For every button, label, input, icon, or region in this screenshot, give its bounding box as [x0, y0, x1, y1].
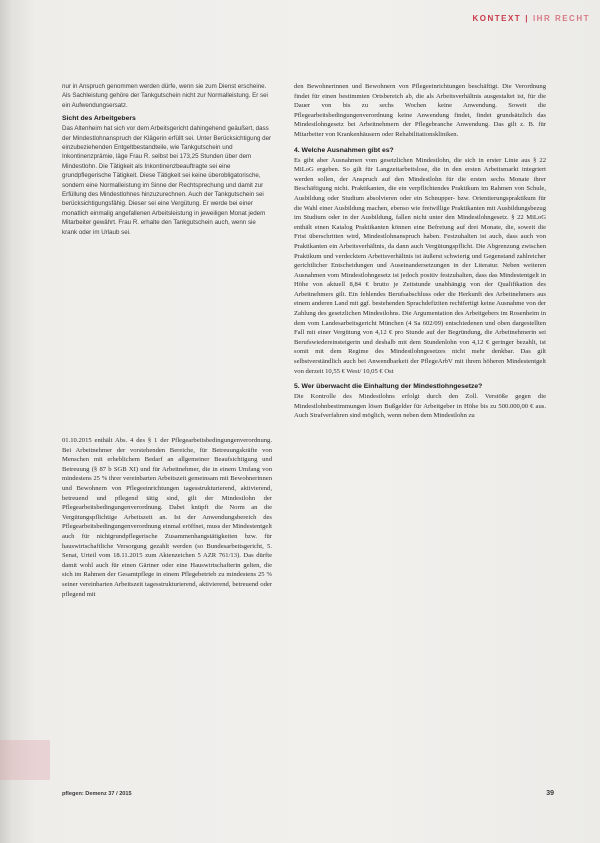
footer-page-number: 39 — [546, 790, 554, 797]
left-body-paragraph: Das Altenheim hat sich vor dem Arbeitsgericht dahingehend geäußert, dass der Mindestlohnanspruch der Klägerin erfüllt sei. Unter Berücksichtigung der einzubeziehenden Entgeltbestandteile, wie Tankgutschein und Inkontinenzprämie, läge Frau R. selbst bei 173,25 Stunden über dem Mindestlohn. Die Tätigkeit als Inkontinenzbeauftragte sei eine grundpflegerische Tätigkeit. Diese Tätigkeit sei keine überobligatorische, sondern eine Normalleistung im Sinne der Rechtsprechung und damit zur Erfüllung des Mindestlohnes hinzuzurechnen. Auch der Tankgutschein sei berücksichtigungsfähig. Dieser sei eine Vergütung. Er werde bei einer monatlich einmalig angefallenen Arbeitsleistung in jeweiligen Monat jedem Mitarbeiter gewährt. Frau R. erhalte den Tankgutschein auch, wenn sie krank oder im Urlaub sei. — [62, 125, 272, 236]
left-body2-paragraph: 01.10.2015 enthält Abs. 4 des § 1 der Pflegearbeitsbedingungenverordnung. Bei Arbeitnehmer der vorstehenden Bereiche, für Betreuungskräfte von Menschen mit erheblichem Bedarf an allgemeiner Beaufsichtigung und Betreuung (§ 87 b SGB XI) und für Arbeitnehmer, die in einem Umfang von mindestens 25 % ihrer vereinbarten Arbeitszeit gemeinsam mit Bewohnerinnen und Bewohnern von Pflegeeinrichtungen tagesstrukturierend, aktivierend, betreuend und pflegend tätig sind, gilt der Mindestlohn der Pflegearbeitsbedingungenverordnung. Dabei knüpft die Norm an die Vergütungspflichtige Arbeitszeit an. Ist der Anwendungsbereich des Pflegearbeitsbedingungenverordnung einmal eröffnet, muss der Mindestentgelt auch für nichtgrundpflegerische Zusammenhangstätigkeiten bzw. für hauswirtschaftliche Versorgung gezahlt werden (so Bundesarbeitsgericht, 5. Senat, Urteil vom 18.11.2015 zum Aktenzeichen 5 AZR 761/13). Das dürfte damit wohl auch für einen Gärtner oder eine Hauswirtschafterin gelten, die sich im Rahmen der Gesamtpflege in einem Pflegebetrieb zu mindestens 25 % seiner vereinbarten Arbeitszeit tagesstrukturierend, aktivierend, betreuend oder pflegend mit — [62, 437, 272, 598]
section-5-heading: 5. Wer überwacht die Einhaltung der Mindestlohngesetze? — [294, 383, 483, 391]
left-intro-paragraph: nur in Anspruch genommen werden dürfe, wenn sie zum Dienst erscheine. Als Sachleistung gehöre der Tankgutschein nicht zur Normalleistung. Er sei ein Aufwendungsersatz. — [62, 83, 268, 109]
left-column-top — [62, 82, 272, 237]
page-fold-shadow — [0, 0, 14, 843]
footer-journal: pflegen: Demenz 37 / 2015 — [62, 791, 132, 797]
right-top-paragraph: den Bewohnerinnen und Bewohnern von Pflegeeinrichtungen beschäftigt. Die Verordnung findet für einen bestimmten Ortsbereich ab, die als Arbeitsverhältnis ausgestaltet ist, für die Dauer von bis zu sechs Wochen keine Anwendung. Soweit die Pflegearbeitsbedingungenverordnung keine Anwendung findet, findet grundsätzlich das Mindestlohngesetz bei Arbeitnehmern der Pflegebranche Anwendung. Das gilt z. B. für Mitarbeiter von Krankenhäusern oder Rehabilitationskliniken. — [294, 83, 546, 138]
left-column-bottom — [62, 436, 272, 599]
header-separator: | — [525, 14, 529, 23]
header-section: KONTEXT — [472, 14, 522, 23]
right-column — [294, 82, 546, 421]
color-tab-mark — [0, 740, 50, 780]
left-subheading: Sicht des Arbeitgebers — [62, 115, 136, 123]
header-topic: IHR RECHT — [532, 14, 590, 23]
section-5-paragraph: Die Kontrolle des Mindestlohns erfolgt durch den Zoll. Verstöße gegen die Mindestlohnbestimmungen lösen Bußgelder für Arbeitgeber in Höhe bis zu 500.000,00 € aus. Auch Strafverfahren sind möglich, wenn neben dem Mindestlohn zu — [294, 393, 546, 420]
running-header — [472, 14, 590, 23]
section-4-heading: 4. Welche Ausnahmen gibt es? — [294, 146, 394, 154]
section-4-paragraph: Es gibt aber Ausnahmen vom gesetzlichen Mindestlohn, die sich in erster Linie aus § 22 MiLoG ergeben. So gilt für Langzeitarbeitslose, die in den ersten Arbeitsmarkt integriert werden sollen, der Anspruch auf den Mindestlohn für die ersten sechs Monate ihrer Beschäftigung nicht. Praktikanten, die ein verpflichtendes Praktikum im Rahmen von Schule, Ausbildung oder Studium absolvieren oder ein Schnupper- bzw. Orientierungspraktikum für die Wahl einer Ausbildung machen, ebenso wie freiwillige Praktikanten mit Ausbildungsbezug im Studium oder in der Ausbildung, fallen nicht unter den Mindestlohngesetz. § 22 MiLoG enthält einen Katalog Praktikanten können eine Befreiung auf drei Monate, die, soweit die Frist überschritten wird, Mindestlohnanspruch haben. Festzuhalten ist auch, dass auch von Praktikanten ein Arbeitsverhältnis, da dann auch Vergütungspflicht. Die Abgrenzung zwischen Praktikum und verdecktem Arbeitsverhältnis ist äußerst schwierig und Gegenstand zahlreicher gerichtlicher Entscheidungen und Auseinandersetzungen in der Literatur. Neben weiteren Ausnahmen vom Mindestlohngesetz ist jedoch positiv festzuhalten, dass das Mindestentgelt in Höhe von aktuell 8,84 € brutto je Zeitstunde unabhängig von der Qualifikation des Arbeitnehmers gilt. Ein fehlendes Berufsabschluss oder die Herkunft des Arbeitnehmers aus einem anderen Land mit ggf. bestehenden Sprachdefiziten rechtfertigt keine Ausnahme von der Zahlung des gesetzlichen Mindestlohns. Die Argumentation des Arbeitgebers im Rosenheim in dem vom Landesarbeitsgericht München (4 Sa 602/09) entschiedenen und oben dargestellten Fall mit einer Vergütung von 4,12 € pro Stunde auf der Begründung, die Arbeitnehmerin sei Berufswiedereinsteigerin und deshalb mit dem Stundenlohn von 4,12 € geringer bezahlt, ist somit mit dem Regime des Mindestlohngesetzes nicht mehr denkbar. Das gilt selbstverständlich auch bei Anwendbarkeit der PflegeArbV mit ihrem höheren Mindestentgelt von derzeit 10,55 € West/ 10,05 € Ost — [294, 156, 546, 375]
